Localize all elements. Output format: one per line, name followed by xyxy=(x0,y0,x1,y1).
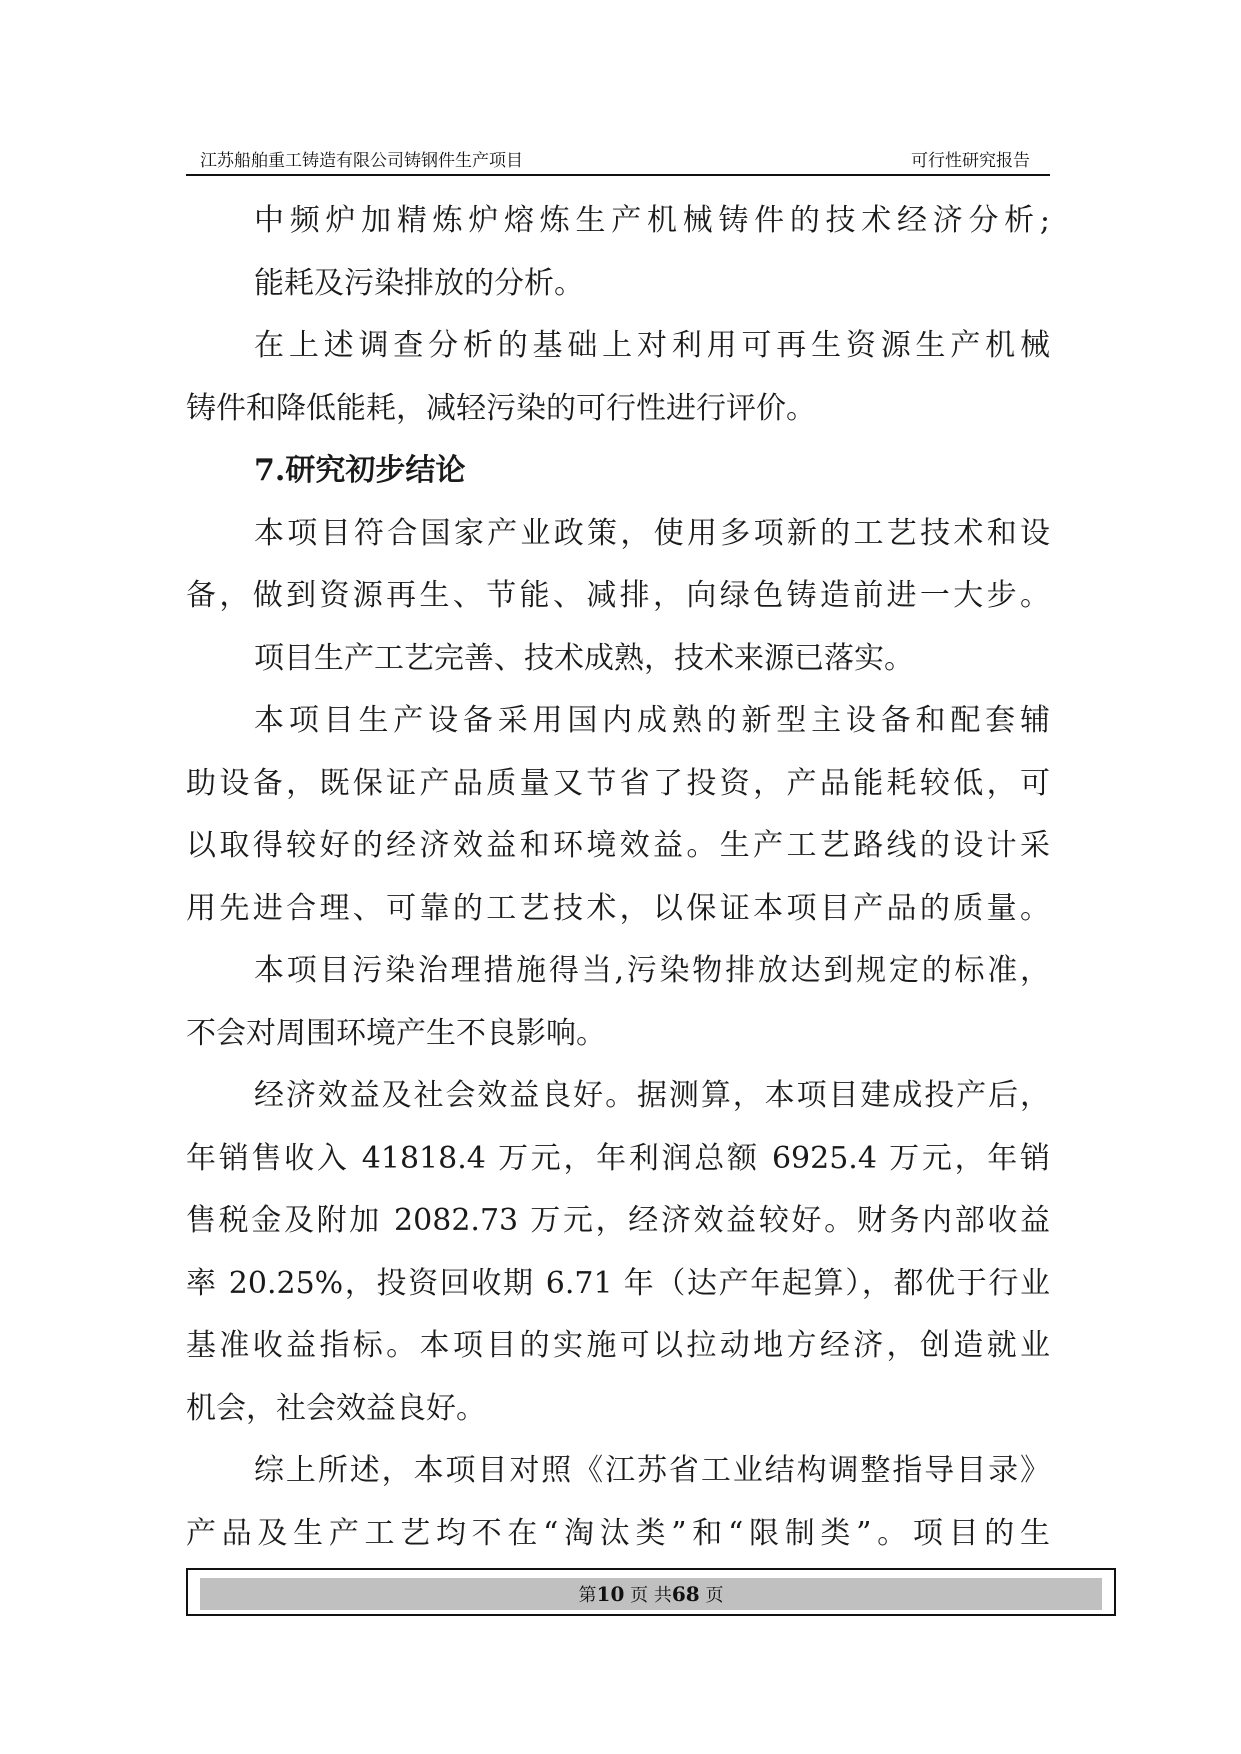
footer-prefix: 第 xyxy=(578,1585,597,1606)
paragraph-line: 助设备，既保证产品质量又节省了投资，产品能耗较低，可 xyxy=(186,765,1050,801)
paragraph-line: 在上述调查分析的基础上对利用可再生资源生产机械 xyxy=(254,328,1050,363)
page-number-label xyxy=(200,1578,1102,1610)
paragraph-line: 经济效益及社会效益良好。据测算，本项目建成投产后， xyxy=(254,1078,1050,1113)
paragraph-line: 售税金及附加 2082.73 万元，经济效益较好。财务内部收益 xyxy=(186,1203,1050,1238)
footer-bar xyxy=(200,1578,1102,1610)
paragraph-line: 铸件和降低能耗，减轻污染的可行性进行评价。 xyxy=(186,390,816,426)
paragraph-line: 年销售收入 41818.4 万元，年利润总额 6925.4 万元，年销 xyxy=(186,1140,1050,1176)
paragraph-line: 本项目生产设备采用国内成熟的新型主设备和配套辅 xyxy=(254,703,1050,738)
paragraph-line: 中频炉加精炼炉熔炼生产机械铸件的技术经济分析; xyxy=(254,203,1050,238)
page-footer xyxy=(186,1568,1116,1616)
paragraph-line: 项目生产工艺完善、技术成熟，技术来源已落实。 xyxy=(254,640,914,676)
paragraph-line: 基准收益指标。本项目的实施可以拉动地方经济，创造就业 xyxy=(186,1328,1050,1363)
header-report-type: 可行性研究报告 xyxy=(911,151,1030,171)
paragraph-line: 机会，社会效益良好。 xyxy=(186,1390,486,1426)
header-divider xyxy=(186,174,1050,176)
paragraph-line: 不会对周围环境产生不良影响。 xyxy=(186,1015,606,1051)
section-heading: 7.研究初步结论 xyxy=(254,453,466,488)
paragraph-line: 以取得较好的经济效益和环境效益。生产工艺路线的设计采 xyxy=(186,828,1050,863)
footer-middle: 页 共 xyxy=(630,1585,672,1606)
running-header xyxy=(186,148,1050,174)
paragraph-line: 能耗及污染排放的分析。 xyxy=(254,265,584,301)
paragraph-line: 本项目污染治理措施得当,污染物排放达到规定的标准， xyxy=(254,953,1050,988)
header-project-title: 江苏船舶重工铸造有限公司铸钢件生产项目 xyxy=(200,151,523,171)
body-text xyxy=(186,190,1050,1565)
paragraph-line: 本项目符合国家产业政策，使用多项新的工艺技术和设 xyxy=(254,515,1050,551)
total-page-count: 68 xyxy=(671,1582,700,1606)
paragraph-line: 产品及生产工艺均不在“淘汰类”和“限制类”。项目的生 xyxy=(186,1515,1050,1551)
paragraph-line: 用先进合理、可靠的工艺技术，以保证本项目产品的质量。 xyxy=(186,890,1050,926)
footer-suffix: 页 xyxy=(705,1585,724,1606)
current-page-number: 10 xyxy=(596,1582,625,1606)
paragraph-line: 综上所述，本项目对照《江苏省工业结构调整指导目录》 xyxy=(254,1453,1050,1488)
paragraph-line: 备，做到资源再生、节能、减排，向绿色铸造前进一大步。 xyxy=(186,578,1050,613)
paragraph-line: 率 20.25%，投资回收期 6.71 年（达产年起算），都优于行业 xyxy=(186,1265,1050,1301)
